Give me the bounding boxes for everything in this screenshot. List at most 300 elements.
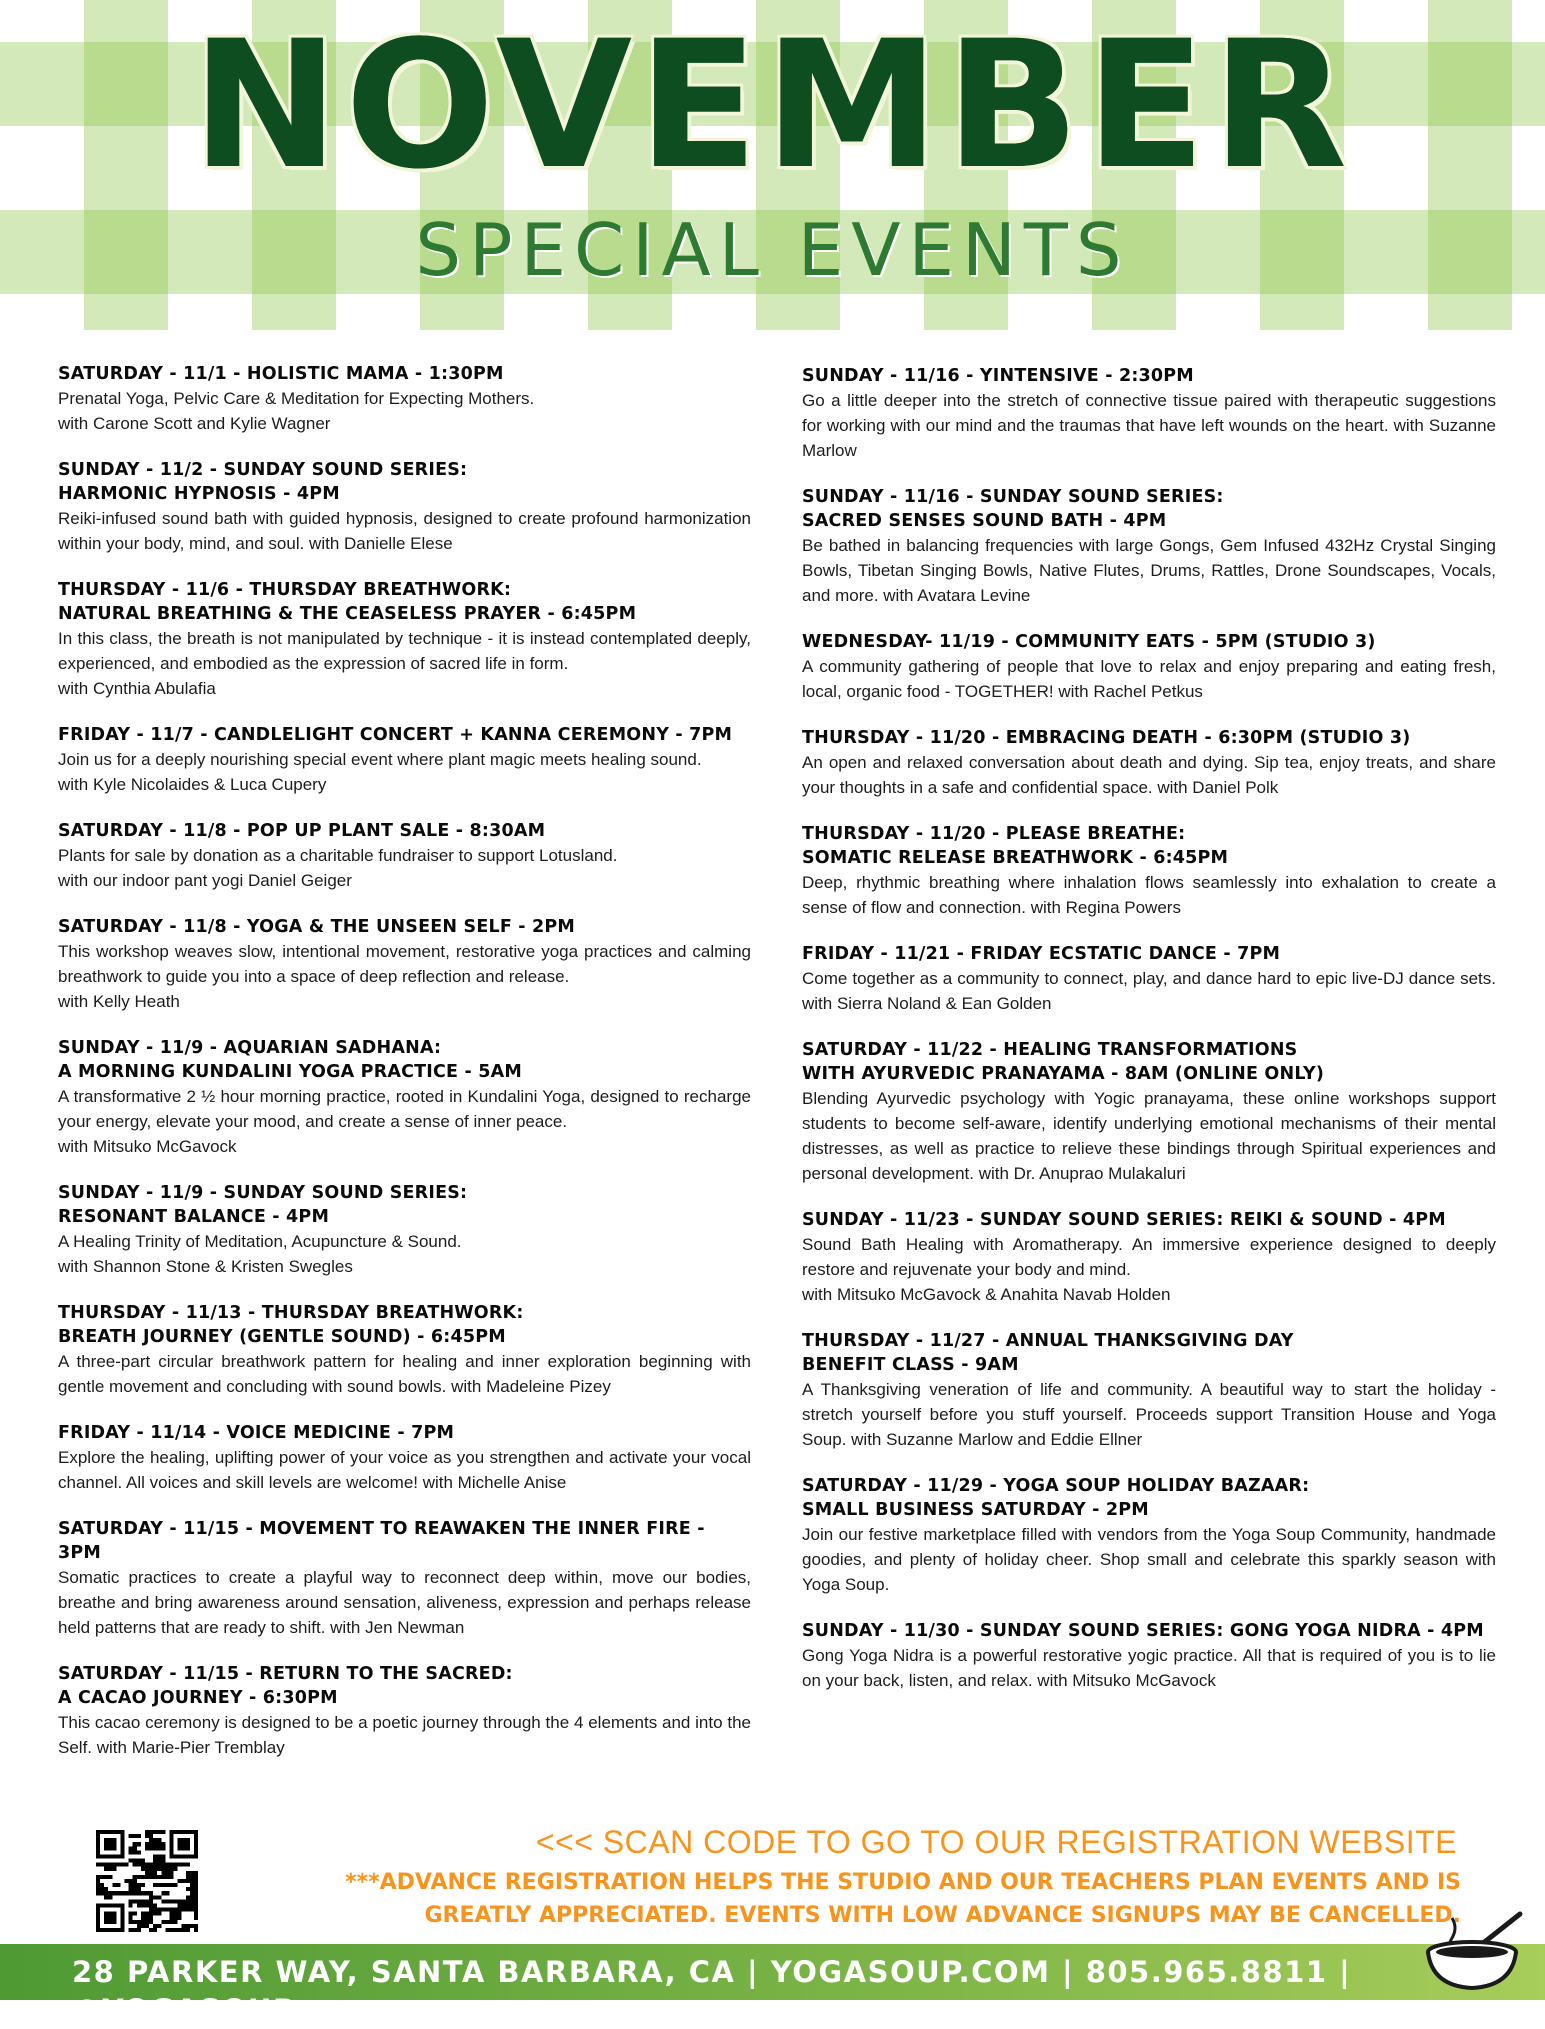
event-description: A transformative 2 ½ hour morning practice, rooted in Kundalini Yoga, designed to recharge your energy, elevate your mood, and create a sense of inner peace. [58, 1087, 751, 1131]
qr-module [133, 1863, 137, 1867]
qr-module [174, 1883, 178, 1887]
qr-module [153, 1895, 157, 1899]
event-item [802, 1038, 1496, 1186]
qr-module [129, 1850, 133, 1854]
qr-module [145, 1891, 149, 1895]
event-item [802, 1474, 1496, 1597]
event-item [58, 819, 751, 893]
qr-module [96, 1883, 100, 1887]
qr-module [161, 1863, 165, 1867]
qr-module [153, 1928, 157, 1932]
qr-module [157, 1908, 161, 1912]
qr-module [145, 1899, 149, 1903]
qr-module [149, 1867, 153, 1871]
qr-module [133, 1850, 137, 1854]
qr-module [145, 1875, 149, 1879]
qr-module [108, 1895, 112, 1899]
event-description: Blending Ayurvedic psychology with Yogic pranayama, these online workshops support students to become self-aware, identify underlying emotional mechanisms of their mental distresses, as well as practice to relieve these bindings through Spiritual experiences and personal development. with Dr. Anuprao Mulakaluri [802, 1089, 1496, 1183]
event-heading: SUNDAY - 11/9 - SUNDAY SOUND SERIES: [58, 1183, 468, 1203]
qr-module [141, 1859, 145, 1863]
qr-module [129, 1887, 133, 1891]
qr-module [112, 1863, 116, 1867]
event-facilitator: with Mitsuko McGavock [58, 1137, 237, 1156]
qr-module [141, 1867, 145, 1871]
qr-module [145, 1924, 149, 1928]
qr-module [153, 1863, 157, 1867]
event-heading-continued: SACRED SENSES SOUND BATH - 4PM [802, 511, 1167, 531]
event-item [58, 458, 751, 556]
qr-module [145, 1842, 149, 1846]
event-heading-continued: BREATH JOURNEY (GENTLE SOUND) - 6:45PM [58, 1327, 506, 1347]
event-heading: SATURDAY - 11/15 - RETURN TO THE SACRED: [58, 1664, 513, 1684]
qr-module [100, 1875, 104, 1879]
event-heading-continued: BENEFIT CLASS - 9AM [802, 1355, 1019, 1375]
event-facilitator: with Mitsuko McGavock & Anahita Navab Holden [802, 1285, 1171, 1304]
event-heading-continued: RESONANT BALANCE - 4PM [58, 1207, 330, 1227]
qr-module [153, 1867, 157, 1871]
qr-module [104, 1912, 116, 1924]
event-heading: SUNDAY - 11/2 - SUNDAY SOUND SERIES: [58, 460, 468, 480]
qr-module [165, 1883, 169, 1887]
qr-module [145, 1920, 149, 1924]
qr-module [120, 1891, 124, 1895]
qr-module [129, 1846, 133, 1850]
qr-module [96, 1875, 100, 1879]
event-item [802, 1208, 1496, 1307]
qr-module [149, 1903, 153, 1907]
event-heading: THURSDAY - 11/13 - THURSDAY BREATHWORK: [58, 1303, 524, 1323]
qr-module [161, 1920, 165, 1924]
qr-module [153, 1903, 157, 1907]
event-item [802, 364, 1496, 463]
qr-module [149, 1842, 153, 1846]
qr-module [112, 1867, 116, 1871]
qr-module [137, 1850, 141, 1854]
qr-module [169, 1928, 173, 1932]
qr-module [161, 1871, 165, 1875]
qr-module [137, 1863, 141, 1867]
qr-module [145, 1916, 149, 1920]
footer-contact: 28 PARKER WAY, SANTA BARBARA, CA | YOGASOUP.COM | 805.965.8811 | @YOGASOUP [72, 1955, 1352, 2027]
event-item [58, 578, 751, 701]
qr-module [169, 1912, 173, 1916]
event-description: Sound Bath Healing with Aromatherapy. An immersive experience designed to deeply restore and rejuvenate your body and mind. [802, 1235, 1496, 1279]
event-heading: THURSDAY - 11/27 - ANNUAL THANKSGIVING DAY [802, 1331, 1294, 1351]
qr-module [100, 1891, 104, 1895]
event-item [58, 915, 751, 1014]
qr-module [169, 1867, 173, 1871]
qr-module [141, 1891, 145, 1895]
qr-module [141, 1899, 145, 1903]
qr-module [149, 1871, 153, 1875]
qr-module [141, 1924, 145, 1928]
event-description: Somatic practices to create a playful way to reconnect deep within, move our bodies, breathe and bring awareness around sensation, aliveness, expression and perhaps release held patterns that are ready to shift. with Jen Newman [58, 1568, 751, 1637]
qr-module [161, 1854, 165, 1858]
qr-module [169, 1920, 173, 1924]
qr-module [149, 1863, 153, 1867]
qr-module [133, 1920, 137, 1924]
event-item [802, 822, 1496, 920]
event-facilitator: with Kyle Nicolaides & Luca Cupery [58, 775, 327, 794]
event-item [58, 1517, 751, 1640]
event-item [58, 1662, 751, 1760]
qr-module [161, 1899, 165, 1903]
qr-module [133, 1846, 137, 1850]
events-column-left [58, 362, 751, 1782]
qr-module [153, 1875, 157, 1879]
qr-module [169, 1871, 173, 1875]
qr-module [153, 1912, 157, 1916]
qr-module [145, 1867, 149, 1871]
qr-module [174, 1920, 178, 1924]
qr-module [129, 1899, 133, 1903]
qr-module [133, 1891, 137, 1895]
event-heading: WEDNESDAY- 11/19 - COMMUNITY EATS - 5PM (STUDIO 3) [802, 632, 1376, 652]
qr-module [169, 1863, 173, 1867]
event-description: This workshop weaves slow, intentional movement, restorative yoga practices and calming breathwork to guide you into a space of deep reflection and release. [58, 942, 751, 986]
qr-module [157, 1883, 161, 1887]
qr-module [133, 1899, 137, 1903]
qr-module [137, 1842, 141, 1846]
qr-module [137, 1920, 141, 1924]
qr-module [108, 1875, 112, 1879]
qr-module [153, 1924, 157, 1928]
event-heading: SATURDAY - 11/22 - HEALING TRANSFORMATIONS [802, 1040, 1298, 1060]
event-description: Plants for sale by donation as a charitable fundraiser to support Lotusland. [58, 846, 618, 865]
qr-module [96, 1891, 100, 1895]
event-heading: SUNDAY - 11/30 - SUNDAY SOUND SERIES: GONG YOGA NIDRA - 4PM [802, 1621, 1484, 1641]
qr-module [149, 1846, 153, 1850]
event-heading-continued: HARMONIC HYPNOSIS - 4PM [58, 484, 340, 504]
event-heading: THURSDAY - 11/20 - PLEASE BREATHE: [802, 824, 1186, 844]
qr-module [149, 1834, 153, 1838]
qr-module [133, 1879, 137, 1883]
qr-module [137, 1883, 141, 1887]
qr-module [137, 1834, 141, 1838]
qr-module [145, 1912, 149, 1916]
qr-module [133, 1875, 137, 1879]
qr-module [145, 1863, 149, 1867]
event-description: Deep, rhythmic breathing where inhalation flows seamlessly into exhalation to create a sense of flow and connection. with Regina Powers [802, 873, 1496, 917]
qr-module [116, 1883, 120, 1887]
qr-module [174, 1908, 178, 1912]
qr-module [137, 1928, 141, 1932]
qr-module [165, 1908, 169, 1912]
qr-module [149, 1899, 153, 1903]
qr-module [161, 1883, 165, 1887]
qr-module [104, 1887, 108, 1891]
qr-module [157, 1854, 161, 1858]
qr-module [161, 1846, 165, 1850]
qr-module [161, 1830, 165, 1834]
qr-module [149, 1830, 153, 1834]
event-heading: SATURDAY - 11/1 - HOLISTIC MAMA - 1:30PM [58, 364, 504, 384]
qr-module [149, 1875, 153, 1879]
event-item [58, 723, 751, 797]
qr-module [165, 1928, 169, 1932]
qr-module [137, 1891, 141, 1895]
event-description: Join our festive marketplace filled with vendors from the Yoga Soup Community, handmade goodies, and plenty of holiday cheer. Shop small and celebrate this sparkly season with Yoga Soup. [802, 1525, 1496, 1594]
event-heading-continued: SOMATIC RELEASE BREATHWORK - 6:45PM [802, 848, 1229, 868]
qr-module [149, 1891, 153, 1895]
qr-module [157, 1912, 161, 1916]
qr-module [129, 1879, 133, 1883]
event-description: Gong Yoga Nidra is a powerful restorative yogic practice. All that is required of you is to lie on your back, listen, and relax. with Mitsuko McGavock [802, 1646, 1496, 1690]
footer-bar [0, 1944, 1545, 2027]
qr-module [141, 1920, 145, 1924]
qr-module [161, 1859, 165, 1863]
event-heading: SUNDAY - 11/16 - SUNDAY SOUND SERIES: [802, 487, 1224, 507]
event-facilitator: with our indoor pant yogi Daniel Geiger [58, 871, 352, 890]
qr-module [133, 1842, 137, 1846]
qr-module [96, 1887, 100, 1891]
qr-module [129, 1920, 133, 1924]
qr-module [149, 1838, 153, 1842]
qr-module [157, 1875, 161, 1879]
qr-module [174, 1863, 178, 1867]
qr-module [141, 1875, 145, 1879]
event-heading-continued: A CACAO JOURNEY - 6:30PM [58, 1688, 338, 1708]
qr-module [125, 1879, 129, 1883]
qr-module [145, 1871, 149, 1875]
event-heading: SATURDAY - 11/29 - YOGA SOUP HOLIDAY BAZAAR: [802, 1476, 1310, 1496]
event-description: A Thanksgiving veneration of life and community. A beautiful way to start the holiday - stretch yourself before you stuff yourself. Proceeds support Transition House and Yoga Soup. with Suzanne Marlow and Eddie Ellner [802, 1380, 1496, 1449]
event-heading-continued: NATURAL BREATHING & THE CEASELESS PRAYER - 6:45PM [58, 604, 637, 624]
qr-module [174, 1867, 178, 1871]
qr-module [104, 1838, 116, 1850]
qr-module [141, 1916, 145, 1920]
event-facilitator: with Carone Scott and Kylie Wagner [58, 414, 331, 433]
event-heading: SUNDAY - 11/9 - AQUARIAN SADHANA: [58, 1038, 442, 1058]
event-description: Prenatal Yoga, Pelvic Care & Meditation for Expecting Mothers. [58, 389, 535, 408]
qr-module [104, 1891, 108, 1895]
event-item [58, 1421, 751, 1495]
event-description: Reiki-infused sound bath with guided hypnosis, designed to create profound harmonization within your body, mind, and soul. with Danielle Elese [58, 509, 751, 553]
qr-module [161, 1908, 165, 1912]
qr-module [157, 1867, 161, 1871]
event-description: Go a little deeper into the stretch of connective tissue paired with therapeutic suggestions for working with our mind and the traumas that have left wounds on the heart. with Suzanne Marlow [802, 391, 1496, 460]
event-item [802, 630, 1496, 704]
qr-module [149, 1912, 153, 1916]
event-item [58, 1181, 751, 1279]
qr-module [133, 1859, 137, 1863]
qr-module [169, 1883, 173, 1887]
qr-module [129, 1903, 133, 1907]
qr-module [174, 1928, 178, 1932]
event-item [58, 1301, 751, 1399]
event-description: In this class, the breath is not manipulated by technique - it is instead contemplated deeply, experienced, and embodied as the expression of sacred life in form. [58, 629, 751, 673]
event-facilitator: with Kelly Heath [58, 992, 180, 1011]
qr-module [100, 1883, 104, 1887]
header-banner [0, 0, 1545, 330]
qr-module [108, 1863, 112, 1867]
qr-module [116, 1891, 120, 1895]
event-description: A three-part circular breathwork pattern for healing and inner exploration beginning with gentle movement and concluding with sound bowls. with Madeleine Pizey [58, 1352, 751, 1396]
qr-module [129, 1928, 133, 1932]
qr-module [120, 1863, 124, 1867]
qr-module [153, 1838, 157, 1842]
qr-module [153, 1908, 157, 1912]
qr-module [112, 1883, 116, 1887]
qr-module [100, 1887, 104, 1891]
qr-module [112, 1891, 116, 1895]
qr-module [174, 1912, 178, 1916]
event-heading-continued: WITH AYURVEDIC PRANAYAMA - 8AM (ONLINE ONLY) [802, 1064, 1325, 1084]
qr-module [157, 1863, 161, 1867]
qr-module [161, 1891, 165, 1895]
qr-module [157, 1895, 161, 1899]
qr-module [137, 1859, 141, 1863]
qr-module [125, 1863, 129, 1867]
qr-module [161, 1867, 165, 1871]
qr-module [104, 1895, 108, 1899]
qr-module [145, 1834, 149, 1838]
qr-module [149, 1920, 153, 1924]
qr-module [149, 1916, 153, 1920]
qr-module [129, 1912, 133, 1916]
qr-module [141, 1883, 145, 1887]
qr-module [137, 1887, 141, 1891]
event-description: A Healing Trinity of Meditation, Acupuncture & Sound. [58, 1232, 462, 1251]
event-item [802, 1619, 1496, 1693]
qr-module [157, 1924, 161, 1928]
qr-module [133, 1883, 137, 1887]
qr-module [174, 1916, 178, 1920]
event-facilitator: with Shannon Stone & Kristen Swegles [58, 1257, 353, 1276]
qr-module [157, 1846, 161, 1850]
page-subtitle: SPECIAL EVENTS [415, 208, 1130, 292]
qr-module [137, 1899, 141, 1903]
event-item [802, 942, 1496, 1016]
event-item [802, 726, 1496, 800]
event-heading: FRIDAY - 11/7 - CANDLELIGHT CONCERT + KANNA CEREMONY - 7PM [58, 725, 733, 745]
qr-module [125, 1891, 129, 1895]
advance-note-line-2: GREATLY APPRECIATED. EVENTS WITH LOW ADVANCE SIGNUPS MAY BE CANCELLED. [424, 1903, 1461, 1928]
qr-module [153, 1842, 157, 1846]
qr-module [145, 1830, 149, 1834]
qr-module [169, 1875, 173, 1879]
qr-module [129, 1859, 133, 1863]
qr-module [153, 1846, 157, 1850]
qr-module [133, 1912, 137, 1916]
event-heading: SATURDAY - 11/15 - MOVEMENT TO REAWAKEN THE INNER FIRE - 3PM [58, 1519, 705, 1563]
qr-module [137, 1924, 141, 1928]
event-item [802, 485, 1496, 608]
qr-module [133, 1928, 137, 1932]
event-item [58, 362, 751, 436]
qr-module [165, 1899, 169, 1903]
qr-module [104, 1875, 108, 1879]
event-description: A community gathering of people that love to relax and enjoy preparing and eating fresh, local, organic food - TOGETHER! with Rachel Petkus [802, 657, 1496, 701]
event-heading: SUNDAY - 11/23 - SUNDAY SOUND SERIES: REIKI & SOUND - 4PM [802, 1210, 1446, 1230]
qr-module [165, 1920, 169, 1924]
event-heading: FRIDAY - 11/21 - FRIDAY ECSTATIC DANCE - 7PM [802, 944, 1281, 964]
scan-code-link[interactable]: <<< SCAN CODE TO GO TO OUR REGISTRATION WEBSITE [535, 1824, 1457, 1860]
qr-module [104, 1867, 108, 1871]
qr-module [141, 1903, 145, 1907]
qr-module [153, 1883, 157, 1887]
qr-module [133, 1887, 137, 1891]
qr-module [174, 1899, 178, 1903]
qr-module [108, 1867, 112, 1871]
qr-module [100, 1863, 104, 1867]
qr-module [157, 1859, 161, 1863]
page-title: NOVEMBER [191, 3, 1354, 208]
event-item [802, 1329, 1496, 1452]
event-description: Join us for a deeply nourishing special event where plant magic meets healing sound. [58, 750, 702, 769]
qr-module [153, 1859, 157, 1863]
qr-module [165, 1871, 169, 1875]
event-heading: THURSDAY - 11/20 - EMBRACING DEATH - 6:30PM (STUDIO 3) [802, 728, 1411, 748]
event-heading: SATURDAY - 11/8 - YOGA & THE UNSEEN SELF - 2PM [58, 917, 576, 937]
qr-module [96, 1879, 100, 1883]
qr-module [165, 1867, 169, 1871]
qr-module [157, 1842, 161, 1846]
qr-module [145, 1846, 149, 1850]
event-description: This cacao ceremony is designed to be a poetic journey through the 4 elements and into the Self. with Marie-Pier Tremblay [58, 1713, 751, 1757]
event-heading: THURSDAY - 11/6 - THURSDAY BREATHWORK: [58, 580, 512, 600]
event-description: Come together as a community to connect, play, and dance hard to epic live-DJ dance sets. with Sierra Noland & Ean Golden [802, 969, 1496, 1013]
qr-module [153, 1871, 157, 1875]
qr-module [165, 1863, 169, 1867]
qr-module [96, 1863, 100, 1867]
qr-module [129, 1883, 133, 1887]
qr-module [129, 1834, 133, 1838]
event-heading-continued: SMALL BUSINESS SATURDAY - 2PM [802, 1500, 1149, 1520]
qr-module [141, 1912, 145, 1916]
event-description: Be bathed in balancing frequencies with large Gongs, Gem Infused 432Hz Crystal Singing Bowls, Tibetan Singing Bowls, Native Flutes, Drums, Rattles, Drone Soundscapes, Vocals, and more. with Avatara Levine [802, 536, 1496, 605]
event-description: Explore the healing, uplifting power of your voice as you strengthen and activate your vocal channel. All voices and skill levels are welcome! with Michelle Anise [58, 1448, 751, 1492]
qr-module [145, 1903, 149, 1907]
event-heading: SUNDAY - 11/16 - YINTENSIVE - 2:30PM [802, 366, 1194, 386]
advance-registration-note [181, 1866, 1461, 1932]
qr-module [129, 1891, 133, 1895]
advance-note-line-1: ***ADVANCE REGISTRATION HELPS THE STUDIO AND OUR TEACHERS PLAN EVENTS AND IS [345, 1870, 1461, 1895]
qr-module [157, 1838, 161, 1842]
qr-module [157, 1830, 161, 1834]
event-facilitator: with Cynthia Abulafia [58, 679, 216, 698]
events-column-right [802, 364, 1496, 1715]
event-item [58, 1036, 751, 1159]
qr-module [161, 1875, 165, 1879]
event-heading: FRIDAY - 11/14 - VOICE MEDICINE - 7PM [58, 1423, 455, 1443]
qr-module [137, 1903, 141, 1907]
qr-module [149, 1895, 153, 1899]
event-heading-continued: A MORNING KUNDALINI YOGA PRACTICE - 5AM [58, 1062, 522, 1082]
qr-module [116, 1863, 120, 1867]
qr-module [141, 1863, 145, 1867]
qr-module [133, 1834, 137, 1838]
qr-module [169, 1908, 173, 1912]
qr-module [169, 1899, 173, 1903]
qr-module [161, 1842, 165, 1846]
qr-module [149, 1928, 153, 1932]
qr-module [104, 1863, 108, 1867]
soup-bowl-icon [1422, 1908, 1526, 1994]
qr-module [178, 1838, 190, 1850]
qr-module [137, 1875, 141, 1879]
qr-module [165, 1875, 169, 1879]
qr-module [129, 1916, 133, 1920]
qr-module [108, 1891, 112, 1895]
qr-module [153, 1854, 157, 1858]
qr-module [153, 1830, 157, 1834]
event-heading: SATURDAY - 11/8 - POP UP PLANT SALE - 8:30AM [58, 821, 546, 841]
qr-module [149, 1908, 153, 1912]
qr-module [169, 1916, 173, 1920]
qr-module [165, 1891, 169, 1895]
event-description: An open and relaxed conversation about death and dying. Sip tea, enjoy treats, and share your thoughts in a safe and confidential space. with Daniel Polk [802, 753, 1496, 797]
